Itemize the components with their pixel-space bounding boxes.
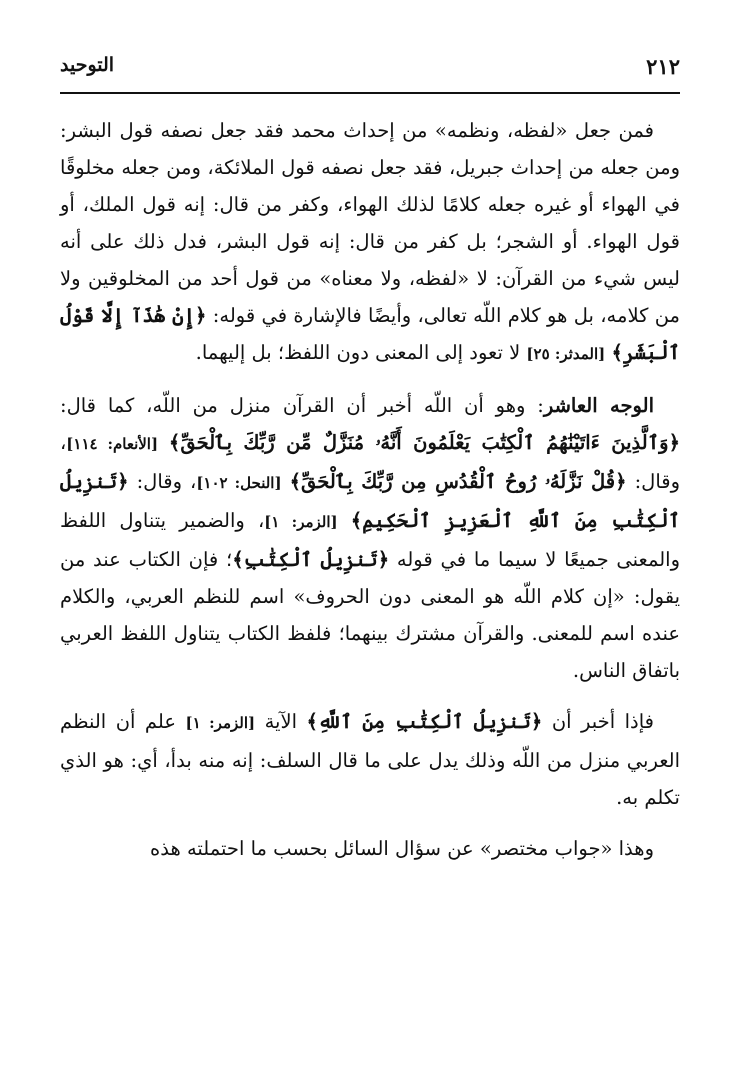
paragraph-2-text-end: ؛ فإن الكتاب عند من يقول: «إن كلام اللّه هو المعنى دون الحروف» اسم للنظم العربي، والكلام عنده اسم للمعنى. والقرآن مشترك بينهما؛ فلفظ الكتاب يتناول اللفظ العربي باتفاق الناس.: [60, 548, 680, 682]
paragraph-3-text: فإذا أخبر أن: [542, 710, 654, 733]
paragraph-3-text-end: علم أن النظم العربي منزل من اللّه وذلك يدل على ما قال السلف: إنه منه بدأ، أي: هو الذي تكلم به.: [60, 710, 680, 809]
paragraph-1-text: فمن جعل «لفظه، ونظمه» من إحداث محمد فقد جعل نصفه قول البشر: ومن جعله من إحداث جبريل، فقد جعل نصفه قول الملائكة، ومن جعله مخلوقًا في الهواء أو غيره جعله كلامًا لذلك الهواء، وكفر من قال: إنه قول الملك، أو قول الهواء. أو الشجر؛ بل كفر من قال: إنه قول البشر، فدل ذلك على أنه ليس شيء من القرآن: لا «لفظه، ولا معناه» من قول أحد من المخلوقين ولا من كلامه، بل هو كلام اللّه تعالى، وأيضًا فالإشارة في قوله:: [60, 119, 680, 327]
paragraph-3: [60, 703, 680, 816]
paragraph-2: [60, 387, 680, 689]
quran-verse: ﴿إِنْ هَٰذَآ إِلَّا قَوْلُ ٱلْبَشَرِ﴾: [60, 304, 680, 364]
paragraph-2-text: ، وقال:: [128, 470, 197, 493]
paragraph-2-text: ، والضمير يتناول اللفظ والمعنى جميعًا لا سيما ما في قوله: [60, 509, 681, 571]
body-text: [60, 112, 680, 867]
running-title: التوحيد: [60, 54, 115, 76]
quran-verse: ﴿تَنزِيلُ ٱلْكِتَٰبِ﴾: [232, 548, 390, 571]
quran-verse: ﴿قُلْ نَزَّلَهُۥ رُوحُ ٱلْقُدُسِ مِن رَّبِّكَ بِٱلْحَقِّ﴾: [289, 470, 627, 493]
quran-verse: ﴿وَٱلَّذِينَ ءَاتَيْنَٰهُمُ ٱلْكِتَٰبَ يَعْلَمُونَ أَنَّهُۥ مُنَزَّلٌ مِّن رَّبِّكَ بِٱلْحَقِّ﴾: [168, 431, 680, 454]
verse-reference: [النحل: ١٠٢]: [196, 474, 282, 492]
page-number: ٢١٢: [646, 54, 680, 79]
paragraph-1: [60, 112, 680, 373]
paragraph-3-text: الآية: [255, 710, 307, 733]
page-header: [60, 50, 680, 94]
paragraph-2-text: ، وقال:: [60, 431, 680, 493]
paragraph-4-text: وهذا «جواب مختصر» عن سؤال السائل بحسب ما احتملته هذه: [150, 837, 654, 860]
verse-reference: [الأنعام: ١١٤]: [66, 435, 159, 453]
paragraph-4: [60, 830, 680, 867]
paragraph-1-text-end: لا تعود إلى المعنى دون اللفظ؛ بل إليهما.: [195, 341, 527, 364]
paragraph-2-text: : وهو أن اللّه أخبر أن القرآن منزل من اللّه، كما قال:: [60, 394, 544, 417]
verse-reference: [الزمر: ١]: [185, 714, 256, 732]
verse-reference: [المدثر: ٢٥]: [526, 345, 606, 363]
section-heading: الوجه العاشر: [543, 394, 654, 417]
quran-verse: ﴿تَنزِيلُ ٱلْكِتَٰبِ مِنَ ٱللَّهِ﴾: [306, 710, 543, 733]
verse-reference: [الزمر: ١]: [264, 513, 338, 531]
quran-verse: ﴿تَنزِيلُ ٱلْكِتَٰبِ مِنَ ٱللَّهِ ٱلْعَزِيزِ ٱلْحَكِيمِ﴾: [60, 470, 681, 532]
